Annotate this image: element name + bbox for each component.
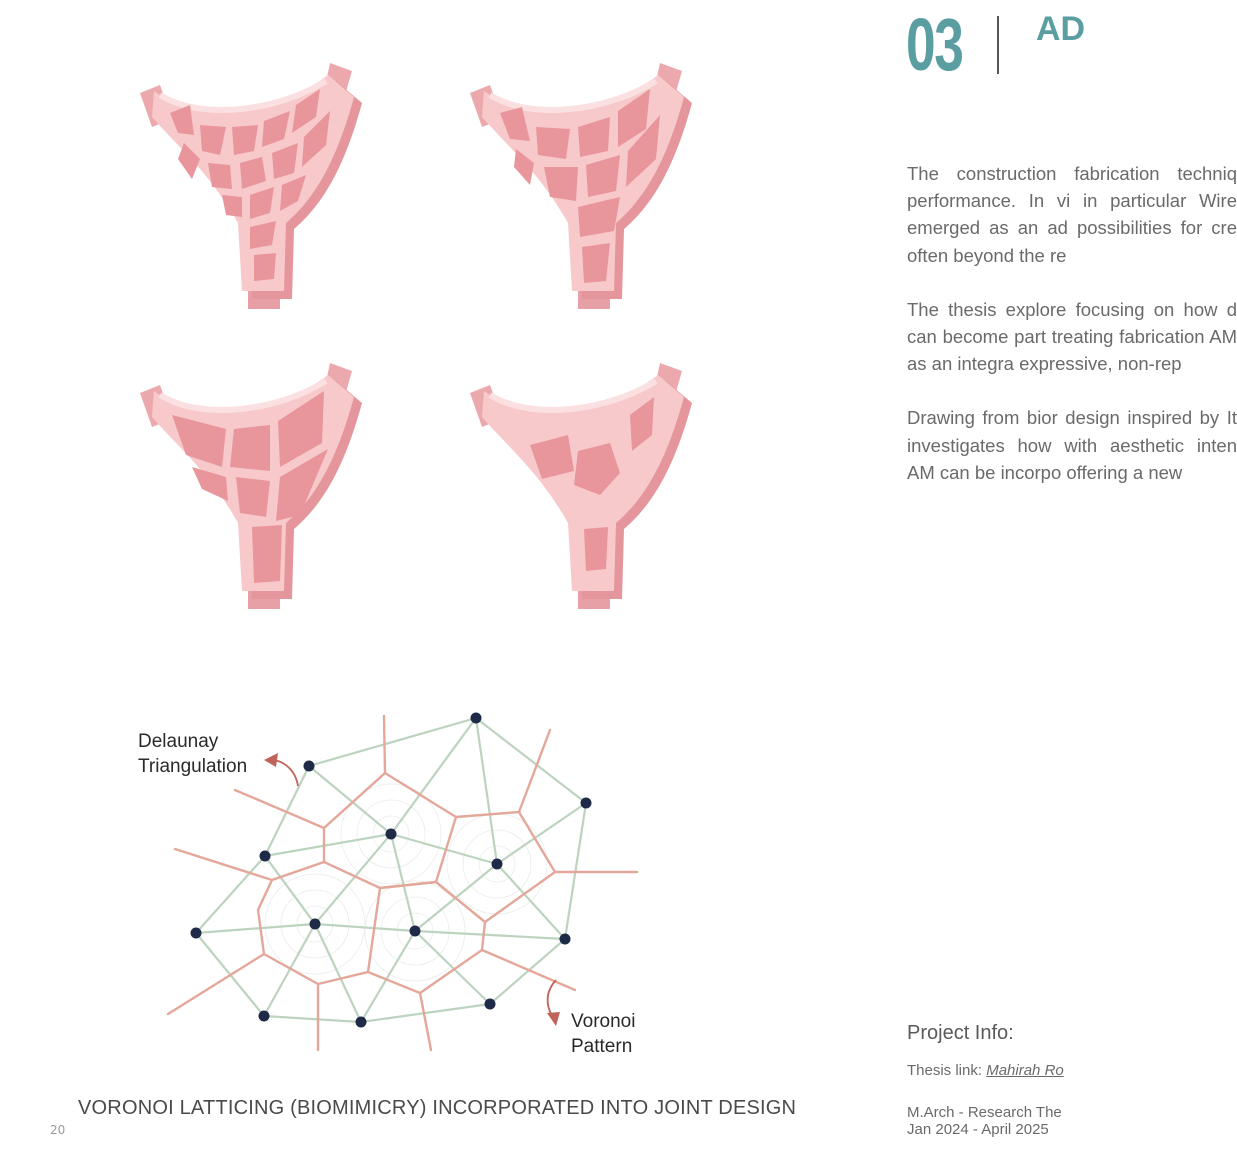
section-title: AD [1036, 10, 1086, 48]
thesis-link[interactable]: Mahirah Ro [986, 1062, 1064, 1079]
delaunay-edges [196, 718, 586, 1022]
joint-sparse-lattice [140, 363, 362, 609]
body-paragraph: The construction fabrication techniq performance. In vi in particular Wire emerged as an ad possibilities for cre often beyond the re [907, 163, 1237, 266]
voronoi-label: Voronoi Pattern [571, 1011, 636, 1057]
voronoi-arrow-icon [547, 980, 560, 1026]
degree-name: M.Arch - Research The [907, 1104, 1062, 1121]
degree-info [907, 1104, 1062, 1138]
thesis-link-label: Thesis link: [907, 1062, 987, 1079]
thesis-link-row [907, 1062, 1064, 1079]
body-text [907, 160, 1237, 513]
page-number: 20 [50, 1123, 66, 1137]
joint-dense-lattice [140, 63, 362, 309]
degree-dates: Jan 2024 - April 2025 [907, 1121, 1049, 1138]
joint-medium-lattice [470, 63, 692, 309]
delaunay-label: Delaunay Triangulation [138, 731, 248, 777]
body-paragraph: Drawing from bior design inspired by It investigates how with aesthetic inten AM can be incorpo offering a new [907, 407, 1237, 483]
figure-caption: VORONOI LATTICING (BIOMIMICRY) INCORPORATED INTO JOINT DESIGN [78, 1097, 797, 1119]
section-number: 03 [906, 3, 963, 86]
project-info-heading: Project Info: [907, 1022, 1014, 1044]
body-paragraph: The thesis explore focusing on how d can become part treating fabrication AM as an integra expressive, non-rep [907, 298, 1237, 375]
joint-renderings [0, 0, 860, 650]
joint-coarse-openings [470, 363, 692, 609]
section-divider [997, 16, 999, 74]
delaunay-arrow-icon [264, 753, 298, 786]
